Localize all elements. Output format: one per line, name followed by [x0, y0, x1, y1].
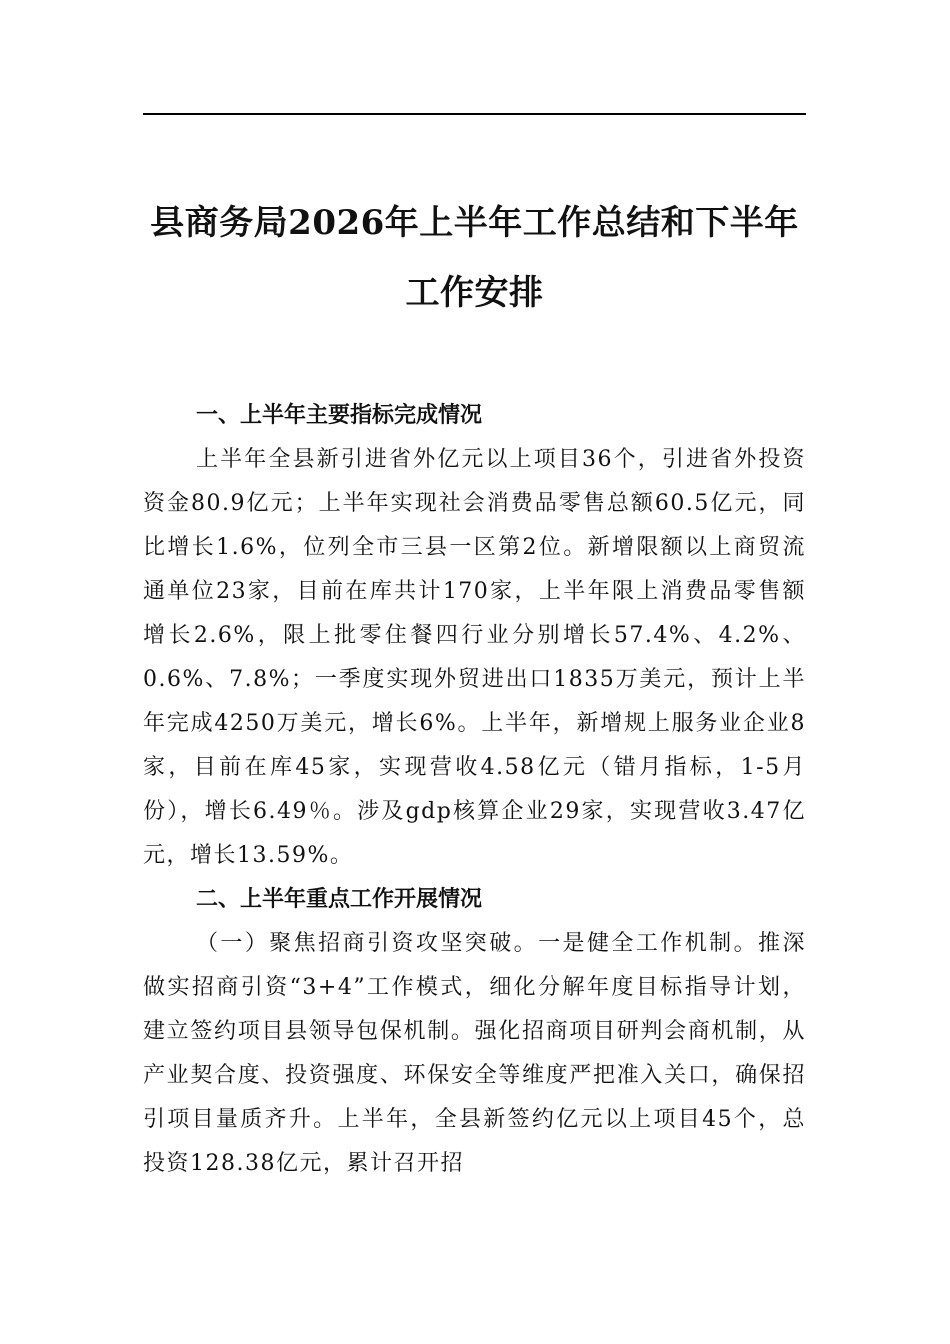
section-1-paragraph: 上半年全县新引进省外亿元以上项目36个，引进省外投资资金80.9亿元；上半年实现社会消费品零售总额60.5亿元，同比增长1.6%，位列全市三县一区第2位。新增限额以上商贸流通单位23家，目前在库共计170家，上半年限上消费品零售额增长2.6%，限上批零住餐四行业分别增长57.4%、4.2%、0.6%、7.8%；一季度实现外贸进出口1835万美元，预计上半年完成4250万美元，增长6%。上半年，新增规上服务业企业8家，目前在库45家，实现营收4.58亿元（错月指标，1-5月份），增长6.49％。涉及gdp核算企业29家，实现营收3.47亿元，增长13.59%。 [143, 447, 806, 868]
document-title-line-2: 工作安排 [405, 273, 544, 313]
section-2-heading: 二、上半年重点工作开展情况 [196, 887, 483, 912]
section-2-paragraph: （一）聚焦招商引资攻坚突破。一是健全工作机制。推深做实招商引资“3+4”工作模式，细化分解年度目标指导计划，建立签约项目县领导包保机制。强化招商项目研判会商机制，从产业契合度、投资强度、环保安全等维度严把准入关口，确保招引项目量质齐升。上半年，全县新签约亿元以上项目45个，总投资128.38亿元，累计召开招 [143, 931, 806, 1176]
document-title-line-1: 县商务局2026年上半年工作总结和下半年 [150, 203, 799, 243]
document-title [143, 188, 806, 328]
header-rule [143, 113, 806, 115]
document-body [143, 394, 806, 1186]
section-1-heading: 一、上半年主要指标完成情况 [196, 403, 483, 428]
